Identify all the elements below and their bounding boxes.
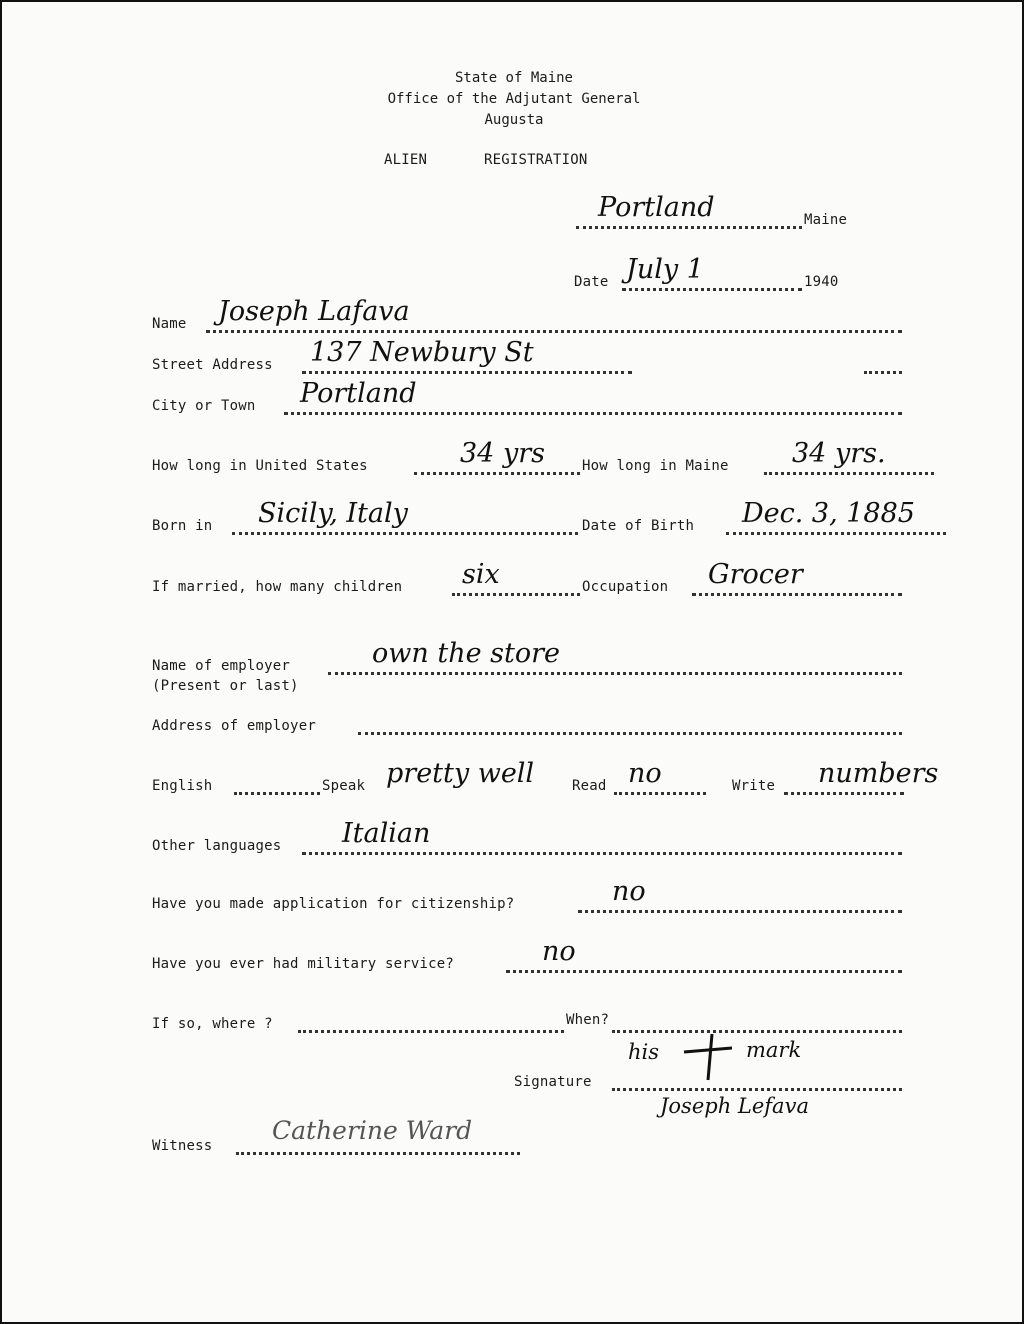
maine-years-label: How long in Maine	[582, 458, 729, 474]
military-label: Have you ever had military service?	[152, 956, 455, 972]
signature-mark-mark: mark	[746, 1038, 802, 1062]
us-years-dots	[414, 472, 580, 475]
place-value: Portland	[598, 192, 715, 223]
date-dots	[622, 288, 802, 291]
us-years-label: How long in United States	[152, 458, 368, 474]
witness-value: Catherine Ward	[272, 1116, 473, 1145]
date-label: Date	[574, 274, 609, 290]
occupation-value: Grocer	[708, 559, 803, 590]
military-value: no	[542, 936, 576, 967]
signature-label: Signature	[514, 1074, 592, 1090]
born-label: Born in	[152, 518, 213, 534]
read-value: no	[628, 758, 662, 789]
name-dots	[206, 330, 902, 333]
street-value: 137 Newbury St	[310, 337, 534, 368]
city-value: Portland	[300, 378, 417, 409]
signature-mark-his: his	[628, 1040, 660, 1064]
read-dots	[614, 792, 706, 795]
read-label: Read	[572, 778, 607, 794]
street-label: Street Address	[152, 357, 273, 373]
us-years-value: 34 yrs	[460, 438, 545, 469]
children-dots	[452, 593, 580, 596]
employer-address-dots	[358, 732, 902, 735]
where-label: If so, where ?	[152, 1016, 273, 1032]
military-dots	[506, 970, 902, 973]
city-label: City or Town	[152, 398, 256, 414]
signature-name: Joseph Lefava	[660, 1094, 809, 1118]
employer-dots	[328, 672, 902, 675]
children-label: If married, how many children	[152, 579, 403, 595]
citizenship-value: no	[612, 876, 646, 907]
street-dots	[302, 371, 632, 374]
citizenship-dots	[578, 910, 902, 913]
street-dots-end	[864, 371, 902, 374]
employer-label: Name of employer	[152, 658, 291, 674]
signature-cross-mark	[678, 1032, 738, 1082]
english-dots	[234, 792, 320, 795]
employer-value: own the store	[372, 638, 560, 669]
header-city: Augusta	[484, 112, 544, 128]
when-dots	[612, 1030, 902, 1033]
other-languages-value: Italian	[342, 818, 431, 849]
signature-dots	[612, 1088, 902, 1091]
form-title-registration: REGISTRATION	[484, 152, 588, 168]
speak-value: pretty well	[386, 758, 535, 789]
maine-years-value: 34 yrs.	[792, 438, 886, 469]
dob-value: Dec. 3, 1885	[742, 498, 915, 529]
header-office: Office of the Adjutant General	[387, 91, 641, 107]
other-languages-dots	[302, 852, 902, 855]
name-value: Joseph Lafava	[218, 296, 410, 327]
city-dots	[284, 412, 902, 415]
write-label: Write	[732, 778, 776, 794]
occupation-label: Occupation	[582, 579, 669, 595]
date-value: July 1	[626, 254, 704, 285]
when-label: When?	[566, 1012, 610, 1028]
place-suffix: Maine	[804, 212, 848, 228]
witness-label: Witness	[152, 1138, 213, 1154]
children-value: six	[462, 559, 500, 590]
born-value: Sicily, Italy	[258, 498, 408, 529]
form-title-alien: ALIEN	[384, 152, 428, 168]
speak-label: Speak	[322, 778, 366, 794]
dob-dots	[726, 532, 946, 535]
header-state: State of Maine	[454, 70, 573, 86]
date-year: 1940	[804, 274, 839, 290]
occupation-dots	[692, 593, 902, 596]
employer-address-label: Address of employer	[152, 718, 316, 734]
citizenship-label: Have you made application for citizenship?	[152, 896, 515, 912]
name-label: Name	[152, 316, 187, 332]
born-dots	[232, 532, 578, 535]
write-dots	[784, 792, 904, 795]
write-value: numbers	[818, 758, 939, 789]
maine-years-dots	[764, 472, 934, 475]
witness-dots	[236, 1152, 520, 1155]
english-label: English	[152, 778, 213, 794]
place-dots	[576, 226, 802, 229]
where-dots	[298, 1030, 564, 1033]
employer-sublabel: (Present or last)	[152, 678, 299, 694]
other-languages-label: Other languages	[152, 838, 282, 854]
dob-label: Date of Birth	[582, 518, 695, 534]
